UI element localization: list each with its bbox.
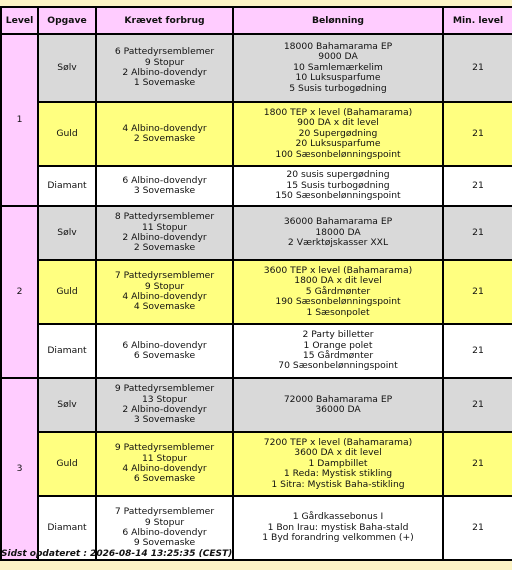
forbrug-cell: [97, 433, 232, 495]
forbrug-line: 9 Pattedyrsemblemer: [114, 383, 215, 395]
forbrug-cell: [97, 261, 232, 323]
level-cell: 2: [2, 207, 37, 377]
quest-row-level-1-diamant: [2, 167, 512, 205]
belonning-line: 1 Sæsonpolet: [306, 306, 370, 318]
forbrug-line: 11 Stopur: [141, 221, 188, 233]
belonning-line: 2 Værktøjskasser XXL: [287, 237, 389, 249]
min-level-cell: 21: [444, 167, 512, 205]
belonning-cell: [234, 497, 442, 559]
min-level-cell: 21: [444, 379, 512, 431]
min-level-cell: 21: [444, 497, 512, 559]
opgave-cell: Guld: [39, 103, 95, 165]
last-updated-text: Sidst opdateret : 2026-08-14 13:25:35 (CEST): [1, 549, 233, 559]
forbrug-line: 4 Albino-dovendyr: [122, 291, 207, 302]
forbrug-line: 9 Sovemaske: [133, 537, 196, 549]
belonning-line: 9000 DA: [318, 51, 358, 63]
belonning-line: 1800 TEP x level (Bahamarama): [263, 106, 413, 118]
opgave-cell: Diamant: [39, 497, 95, 559]
forbrug-cell: [97, 103, 232, 165]
belonning-line: 1 Dampbillet: [308, 457, 368, 469]
opgave-cell: Diamant: [39, 167, 95, 205]
belonning-line: 3600 DA x dit level: [294, 447, 382, 459]
quest-row-level-1-solv: [2, 35, 512, 101]
belonning-line: 10 Samlemærkelim: [293, 61, 383, 73]
opgave-cell: Guld: [39, 261, 95, 323]
forbrug-cell: [97, 207, 232, 259]
belonning-line: 36000 DA: [315, 404, 361, 415]
forbrug-line: 3 Sovemaske: [133, 414, 196, 426]
forbrug-line: 3 Sovemaske: [133, 185, 196, 196]
belonning-cell: [234, 103, 442, 165]
belonning-line: 1 Bon Irau: mystisk Baha-stald: [267, 521, 409, 533]
belonning-line: 3600 TEP x level (Bahamarama): [263, 264, 413, 276]
quest-table: [0, 6, 512, 561]
forbrug-line: 7 Pattedyrsemblemer: [114, 506, 215, 518]
belonning-line: 7200 TEP x level (Bahamarama): [263, 436, 413, 448]
quest-row-level-1-guld: [2, 103, 512, 165]
forbrug-line: 13 Stopur: [141, 393, 188, 405]
quest-row-level-2-diamant: [2, 325, 512, 377]
quest-row-level-3-guld: [2, 433, 512, 495]
opgave-cell: Sølv: [39, 207, 95, 259]
belonning-line: 18000 Bahamarama EP: [283, 40, 393, 52]
belonning-line: 1 Sitra: Mystisk Baha-stikling: [271, 478, 405, 490]
header-row: [2, 8, 512, 33]
belonning-line: 20 Supergødning: [298, 127, 378, 139]
quest-row-level-3-solv: [2, 379, 512, 431]
header-min-level: Min. level: [444, 8, 512, 33]
belonning-cell: [234, 433, 442, 495]
belonning-line: 1 Orange polet: [303, 339, 373, 351]
min-level-cell: 21: [444, 325, 512, 377]
min-level-cell: 21: [444, 433, 512, 495]
belonning-line: 5 Gårdmønter: [305, 285, 371, 297]
header-belonning: Belønning: [234, 8, 442, 33]
forbrug-line: 9 Stopur: [144, 280, 185, 292]
belonning-line: 1 Reda: Mystisk stikling: [283, 468, 393, 480]
opgave-cell: Sølv: [39, 379, 95, 431]
forbrug-line: 6 Albino-dovendyr: [122, 174, 207, 186]
min-level-cell: 21: [444, 261, 512, 323]
forbrug-line: 6 Sovemaske: [133, 350, 196, 361]
belonning-line: 5 Susis turbogødning: [289, 82, 387, 94]
quest-row-level-2-solv: [2, 207, 512, 259]
belonning-line: 1 Gårdkassebonus I: [292, 511, 384, 523]
forbrug-line: 4 Albino-dovendyr: [122, 122, 207, 134]
belonning-line: 1 Byd forandring velkommen (+): [262, 532, 414, 544]
header-level: Level: [2, 8, 37, 33]
belonning-cell: [234, 325, 442, 377]
belonning-line: 900 DA x dit level: [297, 117, 379, 129]
belonning-line: 2 Party billetter: [302, 329, 374, 341]
forbrug-line: 6 Sovemaske: [133, 473, 196, 485]
forbrug-cell: [97, 35, 232, 101]
belonning-cell: [234, 35, 442, 101]
forbrug-line: 2 Albino-dovendyr: [122, 404, 207, 415]
level-cell: 3: [2, 379, 37, 559]
forbrug-cell: [97, 379, 232, 431]
belonning-line: 72000 Bahamarama EP: [283, 393, 393, 405]
belonning-line: 15 Susis turbogødning: [286, 179, 390, 191]
opgave-cell: Sølv: [39, 35, 95, 101]
belonning-line: 20 susis supergødning: [286, 169, 390, 181]
belonning-line: 100 Sæsonbelønningspoint: [275, 148, 401, 160]
belonning-line: 10 Luksusparfume: [295, 72, 381, 84]
belonning-line: 1800 DA x dit level: [294, 275, 382, 287]
header-opgave: Opgave: [39, 8, 95, 33]
belonning-line: 150 Sæsonbelønningspoint: [275, 190, 401, 202]
opgave-cell: Guld: [39, 433, 95, 495]
forbrug-line: 4 Sovemaske: [133, 301, 196, 313]
quest-row-level-2-guld: [2, 261, 512, 323]
forbrug-line: 2 Sovemaske: [133, 133, 196, 144]
forbrug-line: 9 Stopur: [144, 56, 185, 68]
belonning-cell: [234, 167, 442, 205]
belonning-line: 15 Gårdmønter: [302, 350, 374, 361]
forbrug-line: 1 Sovemaske: [133, 77, 196, 89]
belonning-cell: [234, 261, 442, 323]
belonning-line: 20 Luksusparfume: [295, 138, 381, 150]
belonning-line: 190 Sæsonbelønningspoint: [275, 296, 401, 308]
forbrug-line: 2 Albino-dovendyr: [122, 67, 207, 78]
belonning-line: 18000 DA: [315, 226, 361, 238]
min-level-cell: 21: [444, 207, 512, 259]
forbrug-line: 4 Albino-dovendyr: [122, 463, 207, 474]
opgave-cell: Diamant: [39, 325, 95, 377]
forbrug-line: 9 Pattedyrsemblemer: [114, 442, 215, 454]
forbrug-line: 11 Stopur: [141, 452, 188, 464]
forbrug-line: 6 Pattedyrsemblemer: [114, 46, 215, 58]
forbrug-line: 9 Stopur: [144, 516, 185, 528]
min-level-cell: 21: [444, 35, 512, 101]
quest-table-body: [2, 35, 512, 559]
min-level-cell: 21: [444, 103, 512, 165]
belonning-line: 70 Sæsonbelønningspoint: [278, 360, 398, 372]
belonning-cell: [234, 379, 442, 431]
header-forbrug: Krævet forbrug: [97, 8, 232, 33]
forbrug-line: 8 Pattedyrsemblemer: [114, 211, 215, 223]
forbrug-line: 6 Albino-dovendyr: [122, 339, 207, 351]
forbrug-cell: [97, 325, 232, 377]
forbrug-cell: [97, 167, 232, 205]
level-cell: 1: [2, 35, 37, 205]
forbrug-line: 6 Albino-dovendyr: [122, 527, 207, 538]
forbrug-line: 7 Pattedyrsemblemer: [114, 270, 215, 282]
belonning-line: 36000 Bahamarama EP: [283, 216, 393, 228]
forbrug-line: 2 Albino-dovendyr: [122, 232, 207, 243]
belonning-cell: [234, 207, 442, 259]
forbrug-line: 2 Sovemaske: [133, 242, 196, 254]
